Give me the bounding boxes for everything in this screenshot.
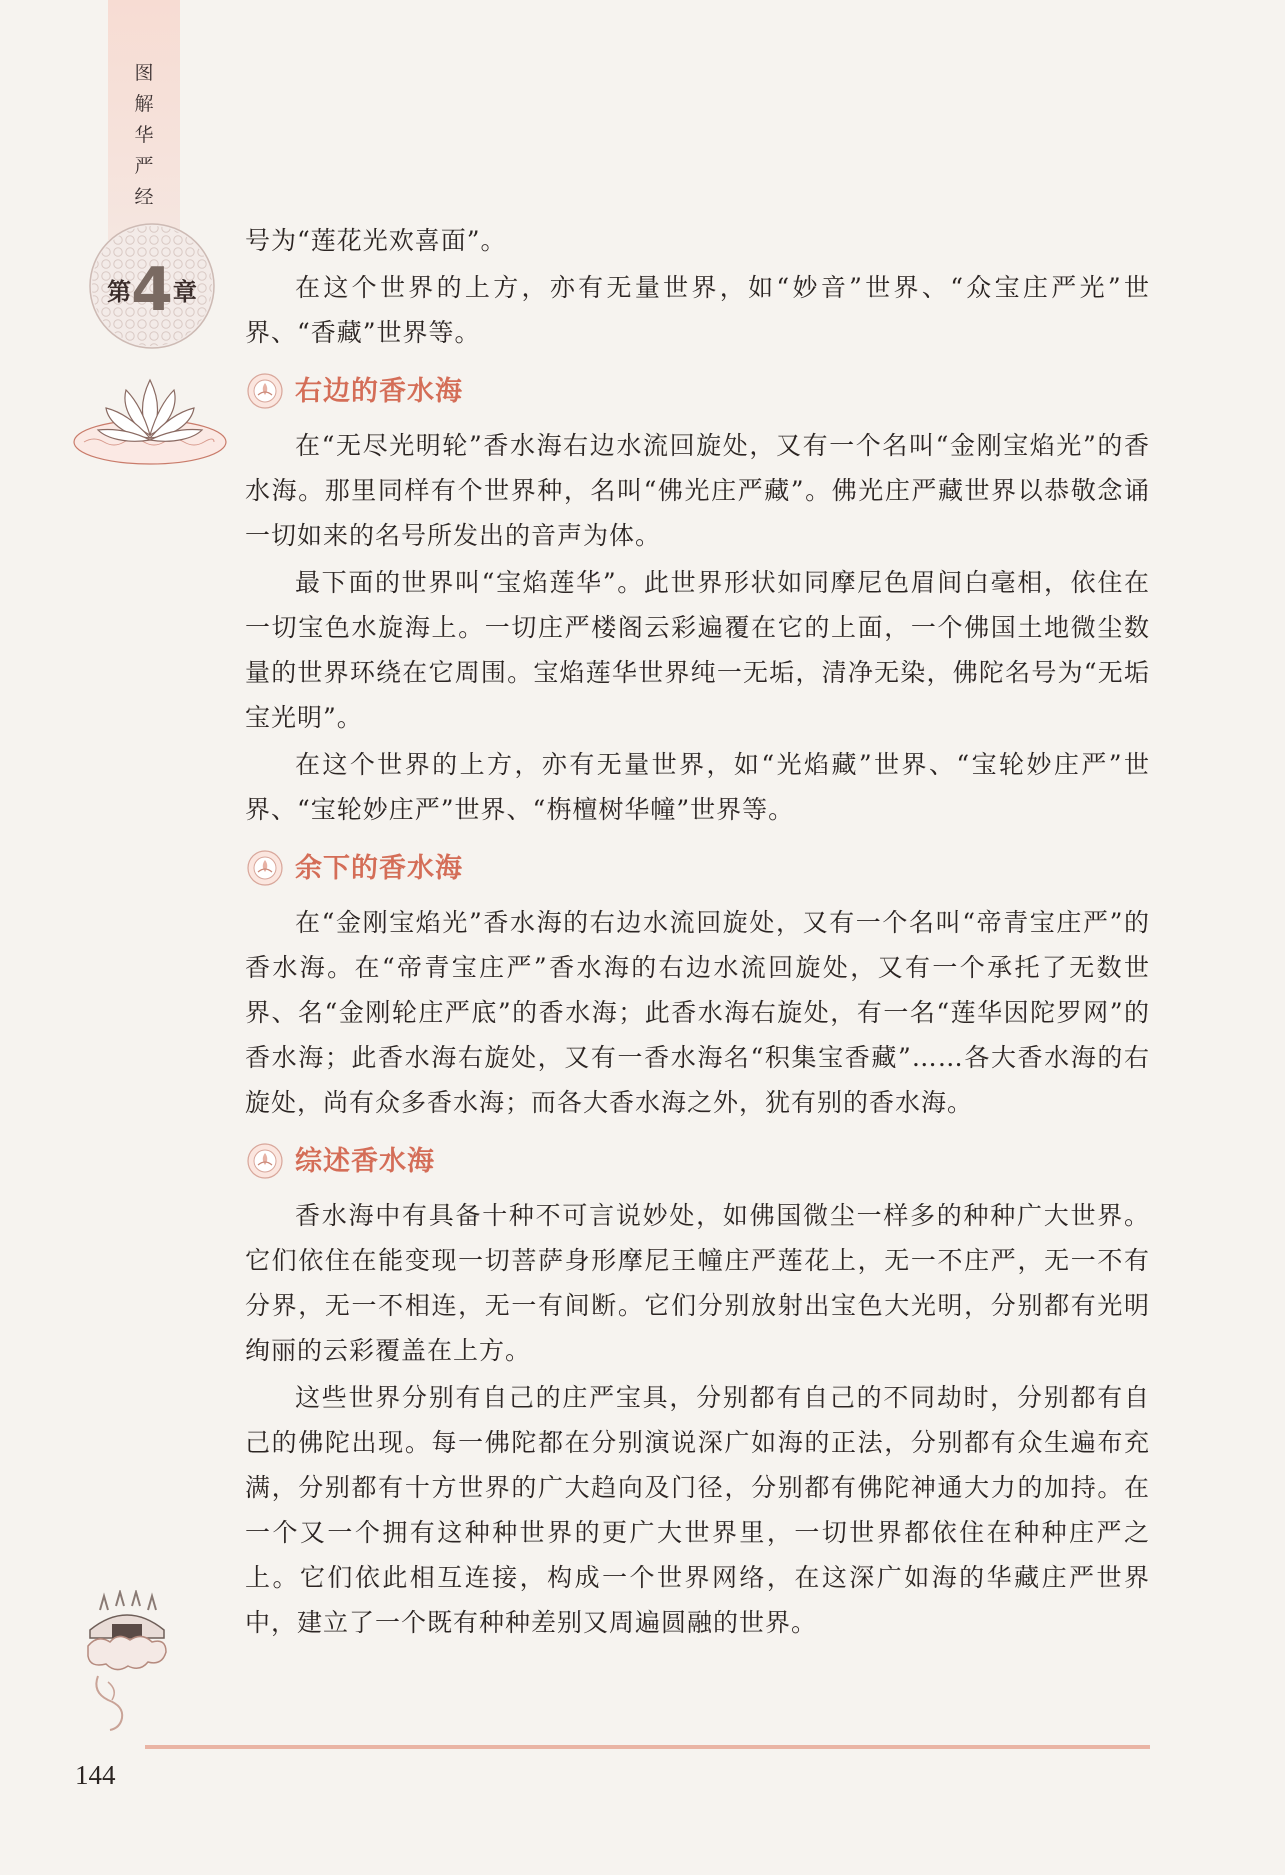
book-title-char: 解 [134,93,154,115]
book-title [128,58,160,213]
page-number: 144 [75,1760,116,1790]
paragraph: 在“无尽光明轮”香水海右边水流回旋处，又有一个名叫“金刚宝焰光”的香水海。那里同样有个世界种，名叫“佛光庄严藏”。佛光庄严藏世界以恭敬念诵一切如来的名号所发出的音声为体。 [245,431,1150,550]
section-title: 综述香水海 [295,1145,435,1177]
lotus-medallion-icon [245,848,285,888]
paragraph: 在这个世界的上方，亦有无量世界，如“光焰藏”世界、“宝轮妙庄严”世界、“宝轮妙庄严”世界、“栴檀树华幢”世界等。 [245,750,1150,824]
footer-rule [145,1745,1150,1749]
paragraph: 在“金刚宝焰光”香水海的右边水流回旋处，又有一个名叫“帝青宝庄严”的香水海。在“帝青宝庄严”香水海的右边水流回旋处，又有一个承托了无数世界、名“金刚轮庄严底”的香水海；此香水海右旋处，有一名“莲华因陀罗网”的香水海；此香水海右旋处，又有一香水海名“积集宝香藏”……各大香水海的右旋处，尚有众多香水海；而各大香水海之外，犹有别的香水海。 [245,908,1150,1117]
main-content [245,218,1150,1647]
chapter-suffix: 章 [172,278,197,306]
book-title-char: 严 [134,155,154,177]
lotus-flower-icon [70,360,230,470]
section-heading [245,1131,1150,1191]
paragraph: 在这个世界的上方，亦有无量世界，如“妙音”世界、“众宝庄严光”世界、“香藏”世界等。 [245,273,1150,347]
book-title-char: 经 [134,186,154,208]
chapter-number: 4 [131,255,173,325]
paragraph: 这些世界分别有自己的庄严宝具，分别都有自己的不同劫时，分别都有自己的佛陀出现。每一佛陀都在分别演说深广如海的正法，分别都有众生遍布充满，分别都有十方世界的广大趋向及门径，分别都有佛陀神通大力的加持。在一个又一个拥有这种种世界的更广大世界里，一切世界都依住在种种庄严之上。它们依此相互连接，构成一个世界网络，在这深广如海的华藏庄严世界中，建立了一个既有种种差别又周遍圆融的世界。 [245,1383,1150,1637]
book-title-char: 图 [134,62,154,84]
lotus-medallion-icon [245,371,285,411]
paragraph: 最下面的世界叫“宝焰莲华”。此世界形状如同摩尼色眉间白毫相，依住在一切宝色水旋海上。一切庄严楼阁云彩遍覆在它的上面，一个佛国土地微尘数量的世界环绕在它周围。宝焰莲华世界纯一无垢，清净无染，佛陀名号为“无垢宝光明”。 [245,568,1150,732]
cloud-ornament-icon [78,1590,176,1740]
chapter-prefix: 第 [107,278,132,306]
section-title: 右边的香水海 [295,375,463,407]
section-heading [245,361,1150,421]
paragraph: 号为“莲花光欢喜面”。 [245,226,507,255]
paragraph: 香水海中有具备十种不可言说妙处，如佛国微尘一样多的种种广大世界。它们依住在能变现一切菩萨身形摩尼王幢庄严莲花上，无一不庄严，无一不有分界，无一不相连，无一有间断。它们分别放射出宝色大光明，分别都有光明绚丽的云彩覆盖在上方。 [245,1201,1150,1365]
lotus-medallion-icon [245,1141,285,1181]
section-title: 余下的香水海 [295,852,463,884]
book-title-char: 华 [134,124,154,146]
section-heading [245,838,1150,898]
chapter-label [88,255,216,325]
